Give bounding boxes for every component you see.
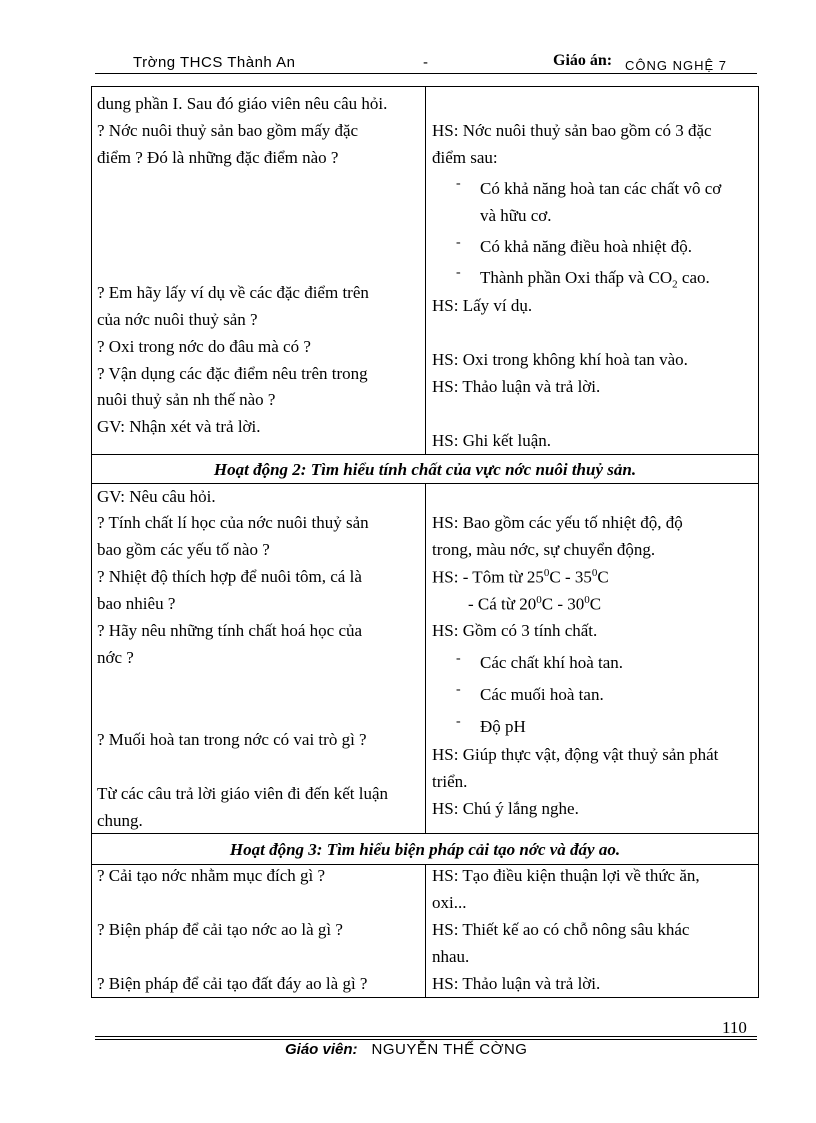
table-cell-text: ? Biện pháp để cải tạo đất đáy ao là gì ? [97,974,368,993]
table-cell-text: điểm ? Đó là những đặc điểm nào ? [97,148,339,167]
bullet-dash: - [456,651,461,666]
table-cell-text: GV: Nhận xét và trả lời. [97,417,261,436]
table-cell-text: HS: - Tôm từ $25^0C - 35^0C$ [432,567,609,587]
table-cell-text: triển. [432,772,468,791]
table-cell-text: HS: Nớc nuôi thuỷ sản bao gồm có 3 đặc [432,121,712,140]
table-cell-text: dung phần I. Sau đó giáo viên nêu câu hỏi. [97,94,388,113]
footer-rule [95,1036,757,1037]
table-cell-text: HS: Lấy ví dụ. [432,296,533,315]
header-dash: - [423,54,428,71]
row-divider [91,833,759,834]
table-cell-text: ? Vận dụng các đặc điểm nêu trên trong [97,364,368,383]
column-divider [425,86,426,454]
table-cell-text: Có khả năng hoà tan các chất vô cơ [480,179,722,198]
page-header [95,52,757,74]
table-cell-text: oxi... [432,893,467,912]
table-cell-text: ? Nớc nuôi thuỷ sản bao gồm mấy đặc [97,121,359,140]
table-cell-text: Từ các câu trả lời giáo viên đi đến kết luận [97,784,389,803]
activity-3-title: Hoạt động 3: Tìm hiểu biện pháp cải tạo nớc và đáy ao. [229,840,621,859]
table-cell-text: HS: Chú ý lắng nghe. [432,799,579,818]
table-cell-text: HS: Thiết kế ao có chỗ nông sâu khác [432,920,690,939]
table-cell-text: bao nhiêu ? [97,594,176,613]
row-divider [91,454,759,455]
table-cell-text: HS: Tạo điều kiện thuận lợi về thức ăn, [432,866,700,885]
table-cell-text: Các muối hoà tan. [480,685,604,704]
table-cell-text: HS: Bao gồm các yếu tố nhiệt độ, độ [432,513,683,532]
table-cell-text: ? Tính chất lí học của nớc nuôi thuỷ sản [97,513,369,532]
bullet-dash: - [456,176,461,191]
table-cell-text: của nớc nuôi thuỷ sản ? [97,310,258,329]
activity-2-title: Hoạt động 2: Tìm hiểu tính chất của vực nớc nuôi thuỷ sản. [213,460,637,479]
table-cell-text: HS: Thảo luận và trả lời. [432,377,601,396]
table-cell-text: nớc ? [97,648,134,667]
teacher-name: NGUYỄN THẾ CỜNG [371,1041,528,1058]
table-cell-text: ? Biện pháp để cải tạo nớc ao là gì ? [97,920,343,939]
table-cell-text: HS: Thảo luận và trả lời. [432,974,601,993]
page-number: 110 [722,1018,747,1037]
table-cell-text: HS: Giúp thực vật, động vật thuỷ sản phát [432,745,719,764]
table-cell-text: điểm sau: [432,148,498,167]
table-cell-text: HS: Oxi trong không khí hoà tan vào. [432,350,688,369]
header-rule [95,73,757,74]
bullet-dash: - [456,265,461,280]
subject-name: CÔNG NGHỆ 7 [625,58,728,73]
table-cell-text: ? Nhiệt độ thích hợp để nuôi tôm, cá là [97,567,362,586]
table-cell-text: trong, màu nớc, sự chuyển động. [432,540,656,559]
table-cell-text: Các chất khí hoà tan. [480,653,624,672]
column-divider [425,483,426,833]
table-cell-text: Độ pH [480,717,526,736]
table-cell-text: nuôi thuỷ sản nh thế nào ? [97,390,276,409]
column-divider [425,864,426,998]
bullet-dash: - [456,235,461,250]
table-cell-text: ? Oxi trong nớc do đâu mà có ? [97,337,311,356]
table-cell-text: ? Cải tạo nớc nhằm mục đích gì ? [97,866,326,885]
table-cell-text: bao gồm các yếu tố nào ? [97,540,270,559]
table-cell-text: Có khả năng điều hoà nhiệt độ. [480,237,692,256]
school-name: Trờng THCS Thành An [133,54,296,71]
table-cell-text: GV: Nêu câu hỏi. [97,487,216,506]
table-cell-text: ? Hãy nêu những tính chất hoá học của [97,621,363,640]
table-cell-text: - Cá từ $20^0C - 30^0C$ [468,594,602,614]
footer-rule [95,1039,757,1040]
table-cell-text: nhau. [432,947,470,966]
table-cell-text: ? Em hãy lấy ví dụ về các đặc điểm trên [97,283,369,302]
table-cell-text: ? Muối hoà tan trong nớc có vai trò gì ? [97,730,367,749]
table-cell-text: Thành phần Oxi thấp và $CO_2$ cao. [480,268,710,291]
lesson-plan-label: Giáo án: [553,52,613,69]
bullet-dash: - [456,682,461,697]
teacher-signature [285,1041,527,1058]
table-cell-text: HS: Gồm có 3 tính chất. [432,621,598,640]
table-cell-text: HS: Ghi kết luận. [432,431,551,450]
table-cell-text: và hữu cơ. [480,206,552,225]
table-cell-text: chung. [97,811,143,830]
teacher-label: Giáo viên: [285,1041,358,1058]
bullet-dash: - [456,714,461,729]
